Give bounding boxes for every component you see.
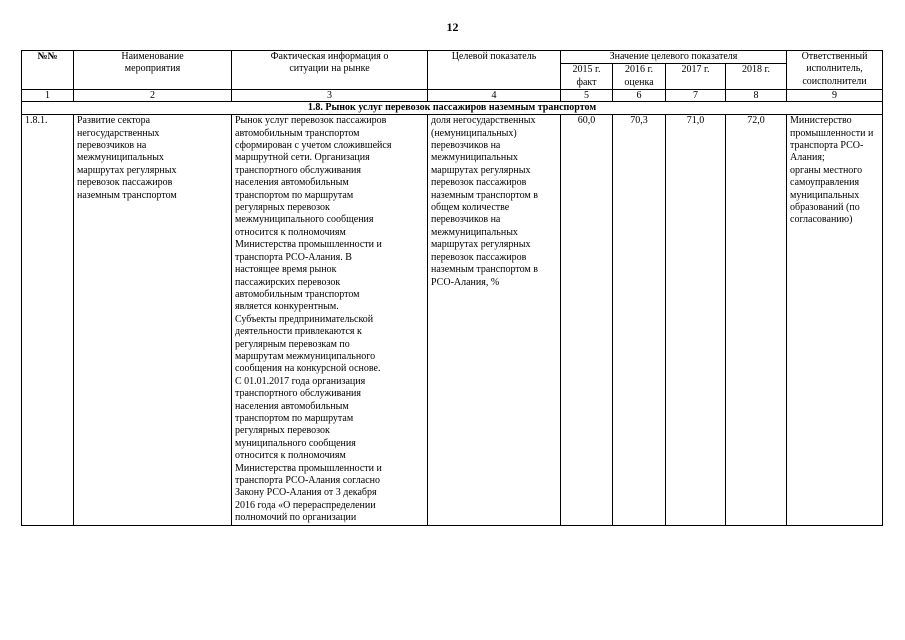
header-name: Наименование мероприятия <box>74 51 232 90</box>
row-number: 1.8.1. <box>22 115 74 525</box>
section-row <box>22 102 883 115</box>
header-responsible: Ответственный исполнитель, соисполнители <box>787 51 883 90</box>
column-number: 2 <box>74 90 232 102</box>
row-value-2017: 71,0 <box>666 115 726 525</box>
header-2018: 2018 г. <box>726 64 787 90</box>
row-value-2018: 72,0 <box>726 115 787 525</box>
header-situation: Фактическая информация о ситуации на рынке <box>232 51 428 90</box>
measures-table <box>21 50 883 526</box>
row-value-2015: 60,0 <box>561 115 613 525</box>
column-numbers-row <box>22 90 883 102</box>
column-number: 4 <box>428 90 561 102</box>
column-number: 7 <box>666 90 726 102</box>
row-responsible: Министерство промышленности и транспорта РСО- Алания; органы местного самоуправления муниципальных образований (по согласованию) <box>787 115 883 525</box>
row-market-situation: Рынок услуг перевозок пассажиров автомобильным транспортом сформирован с учетом сложившейся маршрутной сети. Организация транспортного обслуживания населения автомобильным транспортом по маршрутам регулярных перевозок межмуниципального сообщения относится к полномочиям Министерства промышленности и транспорта РСО-Алания. В настоящее время рынок пассажирских перевозок автомобильным транспортом является конкурентным. Субъекты предпринимательской деятельности привлекаются к регулярным перевозкам по маршрутам межмуниципального сообщения на конкурсной основе. С 01.01.2017 года организация транспортного обслуживания населения автомобильным транспортом по маршрутам регулярных перевозок муниципального сообщения относится к полномочиям Министерства промышленности и транспорта РСО-Алания согласно Закону РСО-Алания от 3 декабря 2016 года «О перераспределении полномочий по организации <box>232 115 428 525</box>
row-target-indicator: доля негосударственных (немуниципальных) перевозчиков на межмуниципальных маршрутах регулярных перевозок пассажиров наземным транспортом в общем количестве перевозчиков на межмуниципальных маршрутах регулярных перевозок пассажиров наземным транспортом в РСО-Алания, % <box>428 115 561 525</box>
header-2015: 2015 г. факт <box>561 64 613 90</box>
column-number: 5 <box>561 90 613 102</box>
page-number: 12 <box>446 20 459 34</box>
column-number: 9 <box>787 90 883 102</box>
header-target: Целевой показатель <box>428 51 561 90</box>
column-number: 1 <box>22 90 74 102</box>
column-number: 3 <box>232 90 428 102</box>
column-number: 6 <box>613 90 666 102</box>
header-2017: 2017 г. <box>666 64 726 90</box>
column-number: 8 <box>726 90 787 102</box>
row-value-2016: 70,3 <box>613 115 666 525</box>
row-measure-name: Развитие сектора негосударственных перевозчиков на межмуниципальных маршрутах регулярных перевозок пассажиров наземным транспортом <box>74 115 232 525</box>
table-row <box>22 115 883 525</box>
header-2016: 2016 г. оценка <box>613 64 666 90</box>
header-num: №№ <box>22 51 74 90</box>
header-row <box>22 51 883 64</box>
section-title: 1.8. Рынок услуг перевозок пассажиров наземным транспортом <box>22 102 883 115</box>
header-value-group: Значение целевого показателя <box>561 51 787 64</box>
